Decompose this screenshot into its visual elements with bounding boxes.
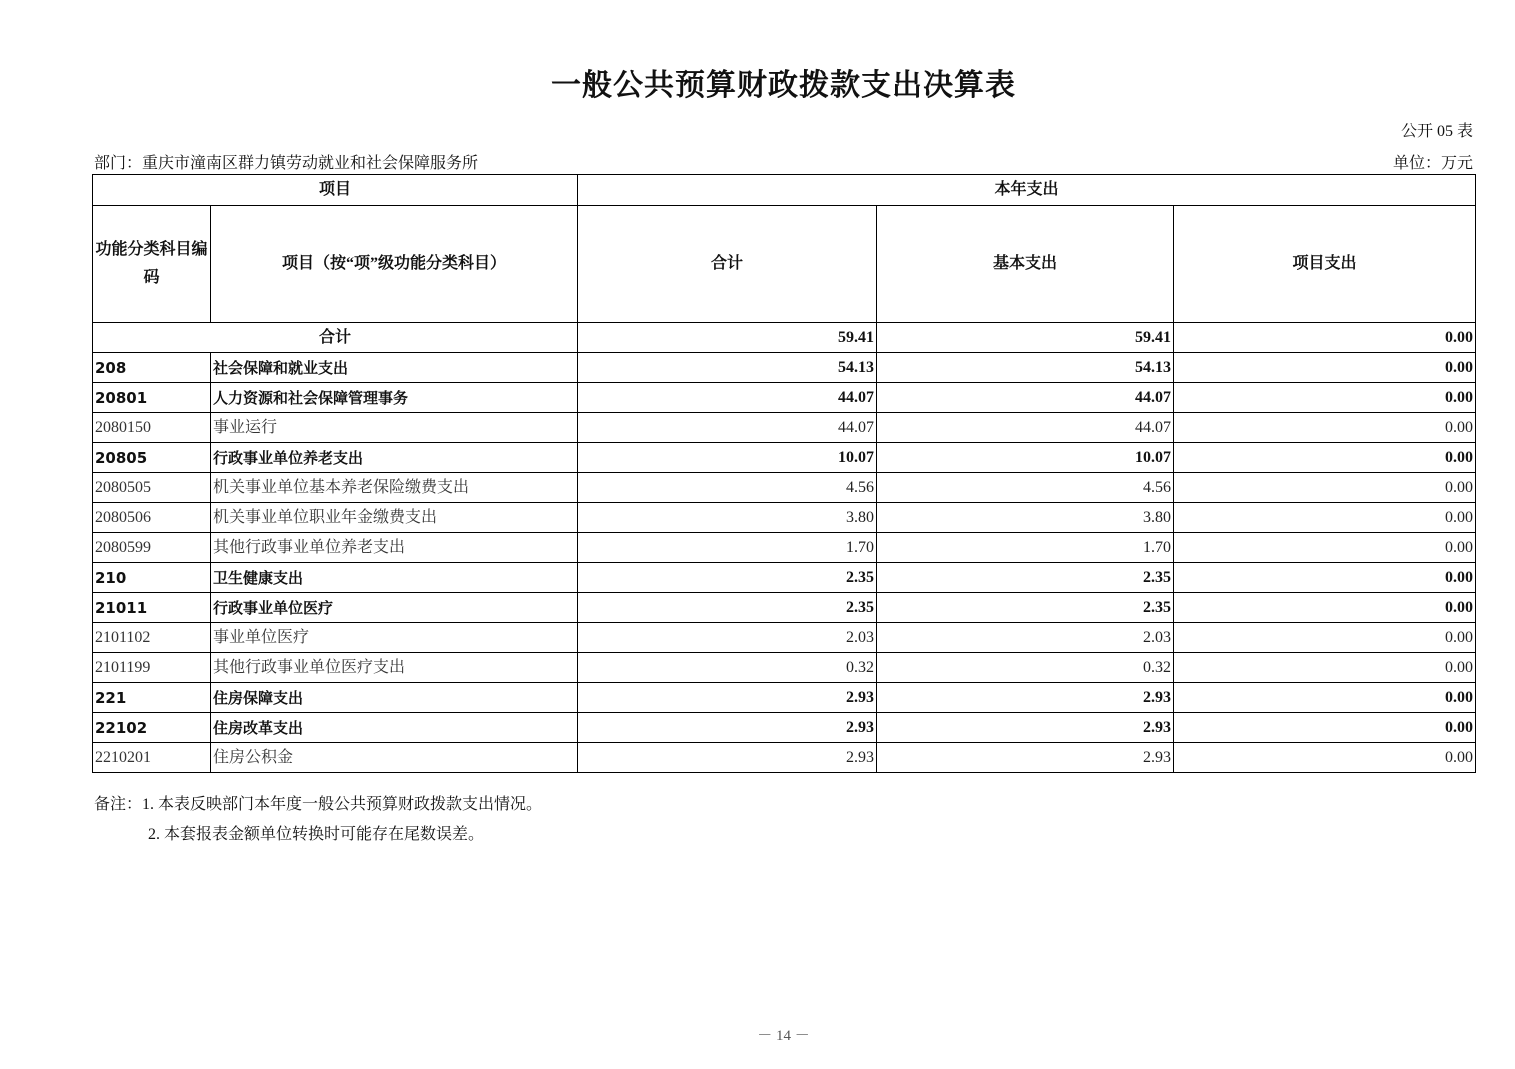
header-basic: 基本支出 (877, 206, 1174, 323)
row-total: 10.07 (578, 443, 877, 473)
row-basic: 3.80 (877, 503, 1174, 533)
page-number: － 14 － (757, 1028, 810, 1044)
unit-label: 单位：万元 (1392, 155, 1473, 172)
row-total: 2.03 (578, 623, 877, 653)
total-row (93, 323, 1476, 353)
row-total: 54.13 (578, 353, 877, 383)
row-project: 0.00 (1174, 383, 1476, 413)
row-basic: 44.07 (877, 383, 1174, 413)
row-name: 住房改革支出 (211, 713, 578, 743)
row-basic: 10.07 (877, 443, 1174, 473)
row-name: 事业单位医疗 (211, 623, 578, 653)
header-item: 项目 (93, 175, 578, 206)
table-row (93, 353, 1476, 383)
header-name: 项目（按“项”级功能分类科目） (211, 206, 578, 323)
table-row (93, 623, 1476, 653)
department-label: 部门：重庆市潼南区群力镇劳动就业和社会保障服务所 (94, 155, 479, 172)
row-name: 人力资源和社会保障管理事务 (211, 383, 578, 413)
header-total: 合计 (578, 206, 877, 323)
total-project: 0.00 (1174, 323, 1476, 353)
row-name: 社会保障和就业支出 (211, 353, 578, 383)
row-total: 2.93 (578, 713, 877, 743)
form-number: 公开 05 表 (1400, 123, 1473, 140)
row-code: 2080150 (93, 413, 211, 443)
header-row-2 (93, 206, 1476, 323)
table-row (93, 383, 1476, 413)
row-code: 2101102 (93, 623, 211, 653)
header-current-year: 本年支出 (578, 175, 1476, 206)
total-label: 合计 (93, 323, 578, 353)
row-name: 住房公积金 (211, 743, 578, 773)
row-code: 2101199 (93, 653, 211, 683)
row-name: 住房保障支出 (211, 683, 578, 713)
row-total: 4.56 (578, 473, 877, 503)
row-code: 2080505 (93, 473, 211, 503)
page-title: 一般公共预算财政拨款支出决算表 (551, 69, 1016, 102)
row-total: 2.35 (578, 563, 877, 593)
total-basic: 59.41 (877, 323, 1174, 353)
row-total: 44.07 (578, 413, 877, 443)
row-project: 0.00 (1174, 473, 1476, 503)
row-project: 0.00 (1174, 743, 1476, 773)
row-code: 210 (93, 563, 211, 593)
table-row (93, 683, 1476, 713)
row-basic: 4.56 (877, 473, 1174, 503)
table-row (93, 533, 1476, 563)
header-code: 功能分类科目编码 (93, 206, 211, 323)
row-name: 其他行政事业单位养老支出 (211, 533, 578, 563)
row-code: 221 (93, 683, 211, 713)
row-basic: 2.35 (877, 593, 1174, 623)
note-2: 2. 本套报表金额单位转换时可能存在尾数误差。 (148, 826, 485, 843)
row-project: 0.00 (1174, 623, 1476, 653)
table-row (93, 443, 1476, 473)
row-total: 2.35 (578, 593, 877, 623)
row-project: 0.00 (1174, 413, 1476, 443)
table-row (93, 713, 1476, 743)
row-project: 0.00 (1174, 653, 1476, 683)
row-total: 1.70 (578, 533, 877, 563)
row-basic: 1.70 (877, 533, 1174, 563)
row-name: 其他行政事业单位医疗支出 (211, 653, 578, 683)
row-project: 0.00 (1174, 353, 1476, 383)
header-row-1 (93, 175, 1476, 206)
row-code: 2080599 (93, 533, 211, 563)
row-project: 0.00 (1174, 503, 1476, 533)
table-row (93, 413, 1476, 443)
table-row (93, 653, 1476, 683)
row-name: 行政事业单位养老支出 (211, 443, 578, 473)
row-basic: 2.03 (877, 623, 1174, 653)
row-basic: 2.35 (877, 563, 1174, 593)
table-row (93, 503, 1476, 533)
row-total: 0.32 (578, 653, 877, 683)
row-code: 2080506 (93, 503, 211, 533)
expenditure-table (92, 174, 1476, 773)
total-amount: 59.41 (578, 323, 877, 353)
note-1: 备注：1. 本表反映部门本年度一般公共预算财政拨款支出情况。 (94, 796, 543, 813)
row-code: 20801 (93, 383, 211, 413)
header-project: 项目支出 (1174, 206, 1476, 323)
row-code: 22102 (93, 713, 211, 743)
table-row (93, 593, 1476, 623)
row-project: 0.00 (1174, 563, 1476, 593)
table-row (93, 743, 1476, 773)
row-basic: 2.93 (877, 683, 1174, 713)
row-project: 0.00 (1174, 713, 1476, 743)
row-total: 3.80 (578, 503, 877, 533)
row-total: 2.93 (578, 743, 877, 773)
row-project: 0.00 (1174, 533, 1476, 563)
row-basic: 2.93 (877, 743, 1174, 773)
row-code: 2210201 (93, 743, 211, 773)
row-name: 机关事业单位职业年金缴费支出 (211, 503, 578, 533)
row-basic: 0.32 (877, 653, 1174, 683)
row-basic: 2.93 (877, 713, 1174, 743)
row-total: 2.93 (578, 683, 877, 713)
row-name: 行政事业单位医疗 (211, 593, 578, 623)
row-name: 事业运行 (211, 413, 578, 443)
row-basic: 54.13 (877, 353, 1174, 383)
row-name: 卫生健康支出 (211, 563, 578, 593)
table-row (93, 563, 1476, 593)
row-project: 0.00 (1174, 593, 1476, 623)
row-project: 0.00 (1174, 443, 1476, 473)
row-code: 21011 (93, 593, 211, 623)
row-code: 20805 (93, 443, 211, 473)
table-row (93, 473, 1476, 503)
row-total: 44.07 (578, 383, 877, 413)
row-code: 208 (93, 353, 211, 383)
row-name: 机关事业单位基本养老保险缴费支出 (211, 473, 578, 503)
row-project: 0.00 (1174, 683, 1476, 713)
row-basic: 44.07 (877, 413, 1174, 443)
